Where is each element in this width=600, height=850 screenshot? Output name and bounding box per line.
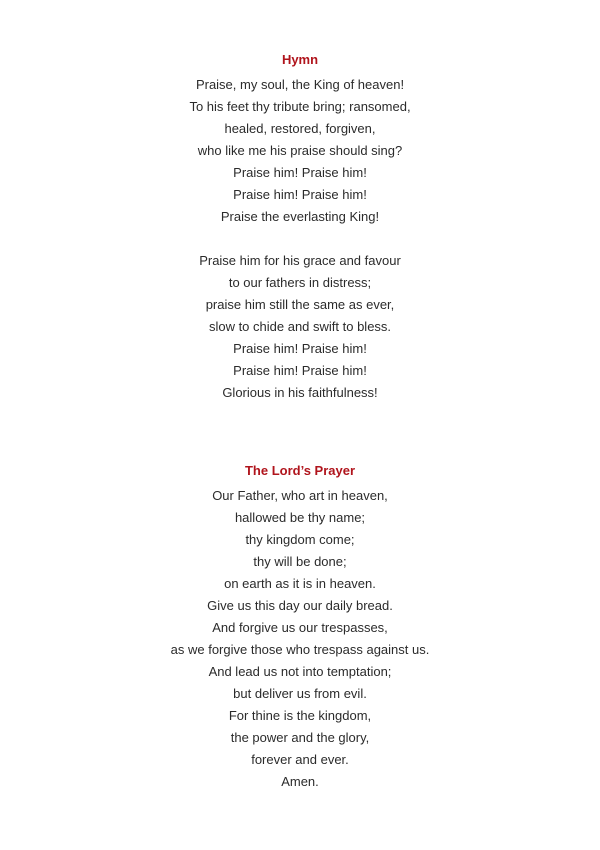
prayer-line: but deliver us from evil. (233, 686, 367, 701)
hymn-line: To his feet thy tribute bring; ransomed, (189, 99, 411, 114)
hymn-section (0, 51, 600, 404)
hymn-line: Glorious in his faithfulness! (222, 385, 378, 400)
hymn-title: Hymn (281, 52, 319, 67)
hymn-line: Praise him! Praise him! (233, 363, 367, 378)
prayer-line: the power and the glory, (230, 730, 370, 745)
prayer-line: on earth as it is in heaven. (224, 576, 376, 591)
hymn-line: healed, restored, forgiven, (224, 121, 376, 136)
prayer-line: And lead us not into temptation; (208, 664, 392, 679)
hymn-line: Praise the everlasting King! (220, 209, 380, 224)
hymn-line: Praise, my soul, the King of heaven! (195, 77, 405, 92)
hymn-line: Praise him for his grace and favour (199, 253, 401, 268)
hymn-line: slow to chide and swift to bless. (208, 319, 392, 334)
prayer-line: And forgive us our trespasses, (212, 620, 388, 635)
prayer-line: For thine is the kingdom, (228, 708, 372, 723)
hymn-stanza (0, 74, 600, 228)
prayer-line: hallowed be thy name; (234, 510, 366, 525)
prayer-line: Give us this day our daily bread. (207, 598, 393, 613)
stanza-spacer (0, 228, 600, 250)
hymn-line: Praise him! Praise him! (233, 341, 367, 356)
hymn-line: to our fathers in distress; (228, 275, 372, 290)
prayer-line: as we forgive those who trespass against us. (170, 642, 430, 657)
prayer-line: thy will be done; (253, 554, 347, 569)
prayer-line: Our Father, who art in heaven, (212, 488, 388, 503)
prayer-line: thy kingdom come; (245, 532, 355, 547)
hymn-line: Praise him! Praise him! (233, 165, 367, 180)
lords-prayer-title: The Lord’s Prayer (244, 463, 356, 478)
prayer-text (0, 485, 600, 793)
hymn-stanza (0, 250, 600, 404)
hymn-line: who like me his praise should sing? (197, 143, 403, 158)
prayer-line: forever and ever. (251, 752, 349, 767)
lords-prayer-section (0, 462, 600, 793)
prayer-line: Amen. (281, 774, 319, 789)
hymn-line: Praise him! Praise him! (233, 187, 367, 202)
hymn-line: praise him still the same as ever, (205, 297, 395, 312)
